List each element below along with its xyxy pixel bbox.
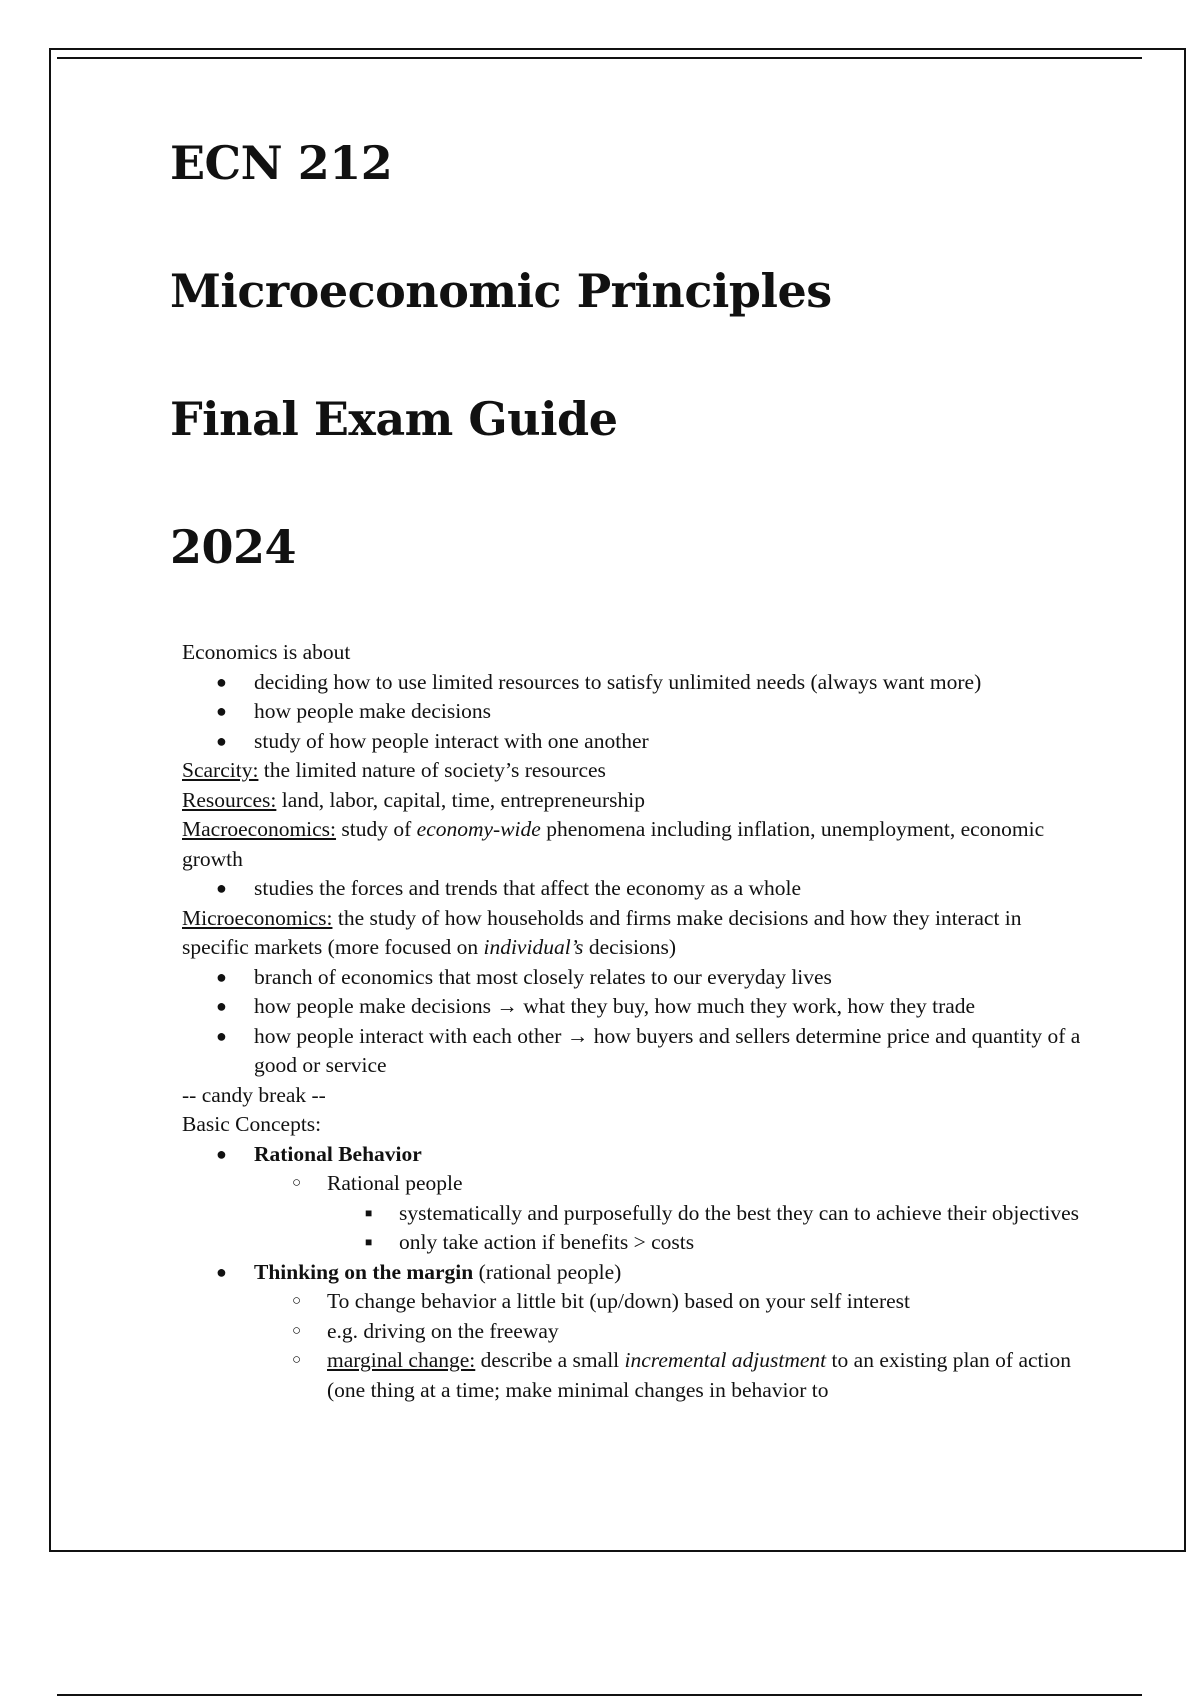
micro-bullet-list — [182, 963, 1082, 1081]
resources-definition: Resources: land, labor, capital, time, entrepreneurship — [182, 787, 646, 812]
econ-bullet-list — [182, 668, 1082, 757]
basic-concepts-heading: Basic Concepts: — [182, 1112, 322, 1136]
term: Resources: — [182, 787, 277, 812]
list-item: ● deciding how to use limited resources to satisfy unlimited needs (always want more) — [216, 669, 982, 694]
list-item: ■ systematically and purposefully do the best they can to achieve their objectives — [365, 1200, 1080, 1225]
list-item: ● Rational Behavior — [216, 1141, 422, 1166]
list-item: ● branch of economics that most closely relates to our everyday lives — [216, 964, 832, 989]
term: Scarcity: — [182, 758, 259, 782]
micro-definition: Microeconomics: the study of how households and firms make decisions and how they interact in specific markets (more focused on individual’s decisions) — [182, 905, 1022, 959]
notes-body — [182, 638, 1082, 1405]
course-code-title: ECN 212 — [170, 136, 393, 190]
list-item: ○ To change behavior a little bit (up/down) based on your self interest — [292, 1289, 911, 1313]
list-item: ● study of how people interact with one another — [216, 728, 649, 753]
list-item: ■ only take action if benefits > costs — [365, 1230, 695, 1254]
macro-bullet-list — [182, 874, 1082, 904]
concepts-list — [182, 1140, 1082, 1406]
list-item: ● how people make decisions → what they buy, how much they work, how they trade — [216, 994, 976, 1018]
year-title: 2024 — [170, 520, 297, 574]
list-item: ○ Rational people — [292, 1171, 463, 1195]
list-item: ● studies the forces and trends that affect the economy as a whole — [216, 876, 802, 900]
scarcity-definition: Scarcity: the limited nature of society’s resources — [182, 758, 606, 782]
bottom-rule — [57, 1694, 1142, 1696]
term: marginal change: — [327, 1348, 476, 1372]
list-item: ● how people make decisions — [216, 699, 492, 723]
macro-definition: Macroeconomics: study of economy-wide phenomena including inflation, unemployment, economic growth — [182, 817, 1045, 871]
list-item: ○ e.g. driving on the freeway — [292, 1318, 559, 1343]
list-item: ● Thinking on the margin (rational people) — [216, 1259, 622, 1284]
doc-type-title: Final Exam Guide — [170, 392, 618, 446]
list-item: ● how people interact with each other → how buyers and sellers determine price and quantity of a good or service — [216, 1023, 1081, 1077]
candy-break: -- candy break -- — [182, 1082, 326, 1107]
term: Microeconomics: — [182, 905, 333, 930]
subject-title: Microeconomic Principles — [170, 264, 832, 318]
term: Macroeconomics: — [182, 817, 337, 841]
list-item: ○ marginal change: describe a small incremental adjustment to an existing plan of action (one thing at a time; make minimal changes in behavior to — [292, 1348, 1071, 1402]
econ-intro: Economics is about — [182, 640, 351, 664]
